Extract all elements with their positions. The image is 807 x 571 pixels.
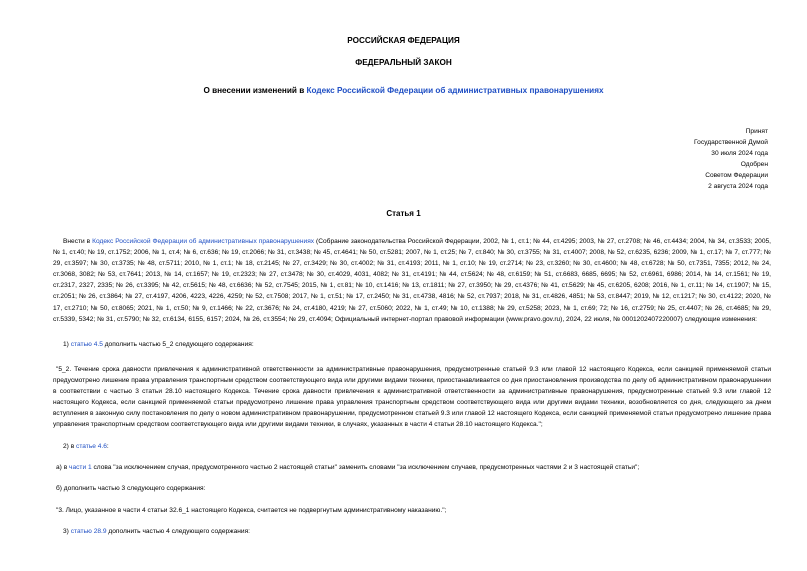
item-1-text: дополнить частью 5_2 следующего содержания: [102, 341, 254, 348]
article-4-5-link[interactable]: статью 4.5 [70, 341, 103, 348]
approved-label: Одобрен [740, 160, 768, 168]
accepted-label: Принят [745, 128, 768, 135]
item-1-prefix: 1) [63, 341, 71, 348]
item-2 [53, 441, 771, 452]
duma-date: 30 июля 2024 года [711, 149, 768, 157]
law-title [0, 86, 807, 95]
federation-heading: РОССИЙСКАЯ ФЕДЕРАЦИЯ [347, 36, 460, 45]
subitem-a-text: слова "за исключением случая, предусмотренного частью 2 настоящей статьи" заменить словами "за исключением случаев, предусмотренных частями 2 и 3 настоящей статьи"; [91, 464, 640, 471]
acceptance-block [694, 127, 768, 192]
intro-text: (Собрание законодательства Российской Федерации, 2002, № 1, ст.1; № 44, ст.4295; 2003, № 27, ст.2708; № 46, ст.4434; 2004, № 34, ст.3533; 2005, № 1, ст.40; № 19, ст.1752; 2006, № 1, ст.4; № 6, ст.636; № 19, ст.2066; № 31, ст.3438; № 45, ст.4641; № 50, ст.5281; 2007, № 1, ст.25; № 7, ст.840; № 30, ст.3755; № 31, ст.4007; 2008, № 52, ст.6235, 6236; 2009, № 1, ст.17; № 7, ст.777; № 29, ст.3597; № 30, ст.3735; № 48, ст.5711; 2010, № 1, ст.1; № 18, ст.2145; № 27, ст.3429; № 30, ст.4002; № 31, ст.4193; 2011, № 1, ст.10; № 19, ст.2714; № 23, ст.3260; № 30, ст.4600; № 48, ст.6728; № 50, ст.7351, 7355; 2012, № 24, ст.3068, 3082; № 53, ст.7641; 2013, № 14, ст.1657; № 19, ст.2323; № 27, ст.3478; № 30, ст.4029, 4031, 4082; № 31, ст.4191; № 44, ст.5624; № 48, ст.6159; № 51, ст.6683, 6685, 6695; № 52, ст.6961, 6986; 2014, № 14, ст.1561; № 19, ст.2317, 2327, 2335; № 26, ст.3395; № 42, ст.5615; № 48, ст.6636; № 52, ст.7545; 2015, № 1, ст.81; № 10, ст.1416; № 13, ст.1811; № 27, ст.3950; № 29, ст.4376; № 41, ст.5629; № 45, ст.6205, 6208; 2016, № 1, ст.11; № 14, ст.1907; № 15, ст.2051; № 26, ст.3864; № 27, ст.4197, 4206, 4223, 4226, 4259; № 52, ст.7508; 2017, № 1, ст.51; № 17, ст.2450; № 31, ст.4738, 4816; № 52, ст.7937; 2018, № 31, ст.4826, 4851; № 53, ст.8447; 2019, № 12, ст.1217; № 30, ст.4122; 2020, № 17, ст.2710; № 50, ст.8065; 2021, № 1, ст.50; № 9, ст.1466; № 22, ст.3676; № 24, ст.4180, 4219; № 27, ст.5060; 2022, № 1, ст.49; № 10, ст.1388; № 29, ст.5258; 2023, № 1, ст.69; 72; № 16, ст.2759; № 25, ст.4407; № 26, ст.4685; № 29, ст.5339, 5342; № 31, ст.5790; № 32, ст.6134, 6155, 6157; 2024, № 26, ст.3554; № 29, ст.4094; Официальный интернет-портал правовой информации (www.pravo.gov.ru), 2024, 22 июля, № 0001202407220007) следующие изменения: [53, 238, 771, 323]
quote-5-2: "5_2. Течение срока давности привлечения к административной ответственности за административные правонарушения, предусмотренные статьей 9.3 или главой 12 настоящего Кодекса, если санкцией применяемой статьи предусмотрено лишение права управления транспортным средством соответствующего вида или другими видами техники, приостанавливается со дня приостановления производства по делу об административном правонарушении в соответствии с частью 3 статьи 28.10 настоящего Кодекса. Течение срока давности привлечения к административной ответственности за административные правонарушения, предусмотренные статьей 9.3 или главой 12 настоящего Кодекса, если санкцией применяемой статьи предусмотрено лишение права управления транспортным средством соответствующего вида или другими видами техники, возобновляется со дня, следующего за днем вступления в законную силу постановления по делу о новом административном правонарушении, предусмотренном статьей 9.3 или главой 12 настоящего Кодекса, если санкцией применяемой статьи предусмотрено лишение права управления транспортным средством соответствующего вида или другими видами техники, в случаях, указанных в части 4 статьи 28.10 настоящего Кодекса."; [53, 366, 771, 429]
item-1 [53, 339, 771, 350]
subitem-a [53, 462, 771, 473]
article-4-6-link[interactable]: статье 4.6 [76, 443, 107, 450]
subitem-a-prefix: а) в [56, 464, 70, 471]
article-title: Статья 1 [386, 209, 421, 218]
item-2-text: : [106, 443, 109, 450]
codex-link[interactable]: Кодекс Российской Федерации об административных правонарушениях [306, 86, 604, 95]
intro-prefix: Внести в [63, 238, 93, 245]
item-3-text: дополнить частью 4 следующего содержания: [106, 528, 250, 535]
article-28-9-link[interactable]: статью 28.9 [70, 528, 107, 535]
federation-council-label: Советом Федерации [705, 171, 768, 179]
council-date: 2 августа 2024 года [708, 182, 768, 190]
item-2-prefix: 2) в [63, 443, 77, 450]
item-3 [53, 526, 771, 537]
intro-paragraph [53, 236, 771, 325]
state-duma-label: Государственной Думой [694, 138, 768, 146]
subitem-b: б) дополнить частью 3 следующего содержания: [56, 485, 206, 492]
law-type-heading: ФЕДЕРАЛЬНЫЙ ЗАКОН [355, 58, 452, 67]
part-1-link[interactable]: части 1 [69, 464, 92, 471]
law-title-prefix: О внесении изменений в [203, 86, 307, 95]
item-3-prefix: 3) [63, 528, 71, 535]
quote-part-3: "3. Лицо, указанное в части 4 статьи 32.6_1 настоящего Кодекса, считается не подвергнутым административному наказанию."; [56, 507, 447, 514]
intro-codex-link[interactable]: Кодекс Российской Федерации об административных правонарушениях [92, 238, 315, 245]
